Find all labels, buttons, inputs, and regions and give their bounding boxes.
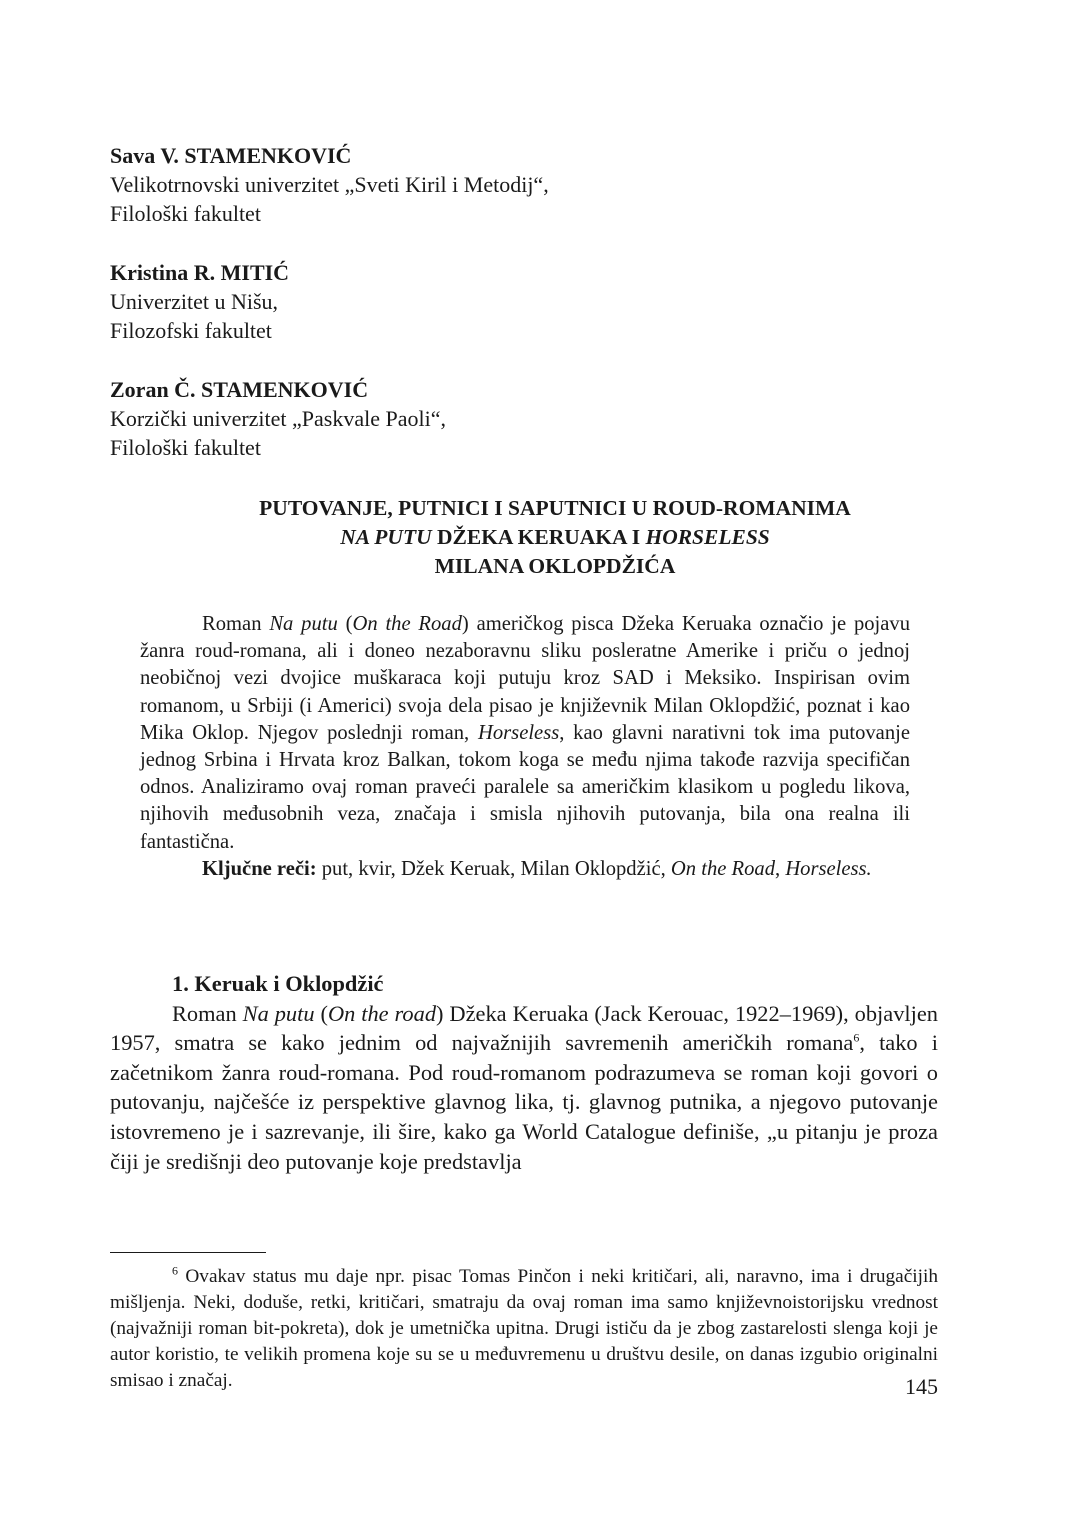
title-line-2 [150, 523, 960, 552]
title-italic-work-1: NA PUTU [340, 525, 432, 549]
abstract [140, 611, 910, 883]
body-paragraph [110, 999, 938, 1177]
footnote-mark: 6 [172, 1263, 178, 1278]
paper-title [150, 494, 960, 581]
abstract-italic: Horseless [478, 721, 560, 744]
author-entry [110, 375, 810, 462]
abstract-text: , kao glavni narativni tok ima putovanje jednog Srbina i Hrvata kroz Balkan, tokom koga se među njima takođe razvija specifičan odnos. Analiziramo ovaj roman praveći paralele sa američkim klasikom u pogledu likova, njihovih međusobnih veza, značaja i smisla njihovih putovanja, bila ona realna ili fantastična. [140, 721, 910, 853]
keywords-text: , [775, 857, 786, 880]
author-affiliation: Korzički univerzitet „Paskvale Paoli“, [110, 406, 446, 431]
author-block [110, 141, 810, 492]
abstract-text: Roman [202, 613, 270, 635]
footnote-reference[interactable]: 6 [853, 1030, 860, 1045]
section-1 [110, 969, 938, 1176]
title-text: DŽEKA KERUAKA I [431, 525, 646, 549]
keywords-text: put, kvir, Džek Keruak, Milan Oklopdžić, [316, 857, 671, 880]
section-heading: 1. Keruak i Oklopdžić [172, 971, 384, 996]
body-text: Roman [172, 1000, 243, 1026]
author-name: Kristina R. MITIĆ [110, 260, 290, 285]
title-line-3: MILANA OKLOPDŽIĆA [434, 554, 676, 578]
keywords [140, 856, 910, 883]
page-number: 145 [905, 1374, 938, 1399]
title-italic-work-2: HORSELESS [645, 525, 770, 549]
title-line-1: PUTOVANJE, PUTNICI I SAPUTNICI U ROUD-ROMANIMA [259, 496, 851, 520]
abstract-text: ( [337, 613, 353, 635]
author-faculty: Filozofski fakultet [110, 318, 272, 343]
body-italic: Na putu [242, 1000, 315, 1026]
body-text: ) Džeka Keruaka (Jack Kerouac, 1922–1969), objavljen 1957, smatra se kako jednim od najvažnijih savremenih američkih romana [110, 1000, 938, 1056]
footnote [110, 1264, 938, 1394]
footnote-text: Ovakav status mu daje npr. pisac Tomas Pinčon i neki kritičari, ali, naravno, ima i drugačijih mišljenja. Neki, doduše, retki, kritičari, smatraju da ovaj roman ima samo književnoistorijsku vrednost (najvažniji roman bit-pokreta), dok je umetnička upitna. Drugi ističu da je zbog zastarelosti slenga koji je autor koristio, te velikih promena koje su se u međuvremenu u društvu desile, on danas izgubio originalni smisao i značaj. [110, 1266, 938, 1391]
abstract-paragraph [140, 611, 910, 856]
footnote-paragraph [110, 1264, 938, 1394]
keywords-label: Ključne reči: [202, 857, 317, 880]
author-entry [110, 258, 810, 345]
body-text: ( [314, 1000, 328, 1026]
abstract-italic: Na putu [269, 613, 338, 635]
author-name: Zoran Č. STAMENKOVIĆ [110, 377, 369, 402]
body-italic: On the road [327, 1000, 437, 1026]
author-affiliation: Velikotrnovski univerzitet „Sveti Kiril i Metodij“, [110, 172, 549, 197]
author-faculty: Filološki fakultet [110, 201, 261, 226]
author-entry [110, 141, 810, 228]
body-text: , tako i začetnikom žanra roud-romana. Pod roud-romanom podrazumeva se roman koji govori o putovanju, najčešće iz perspektive glavnog lika, tj. glavnog putnika, a njegovo putovanje istovremeno je i sazrevanje, ili šire, kako ga World Catalogue definiše, „u pitanju je proza čiji je središnji deo putovanje koje predstavlja [110, 1030, 938, 1174]
keywords-italic: On the Road [670, 857, 776, 880]
author-faculty: Filološki fakultet [110, 435, 261, 460]
footnote-divider [110, 1252, 266, 1253]
abstract-text: ) američkog pisca Džeka Keruaka označio je pojavu žanra roud-romana, ali i doneo nezaboravnu sliku posleratne Amerike i priču o jednoj neobičnoj vezi dvojice muškaraca koji putuju kroz SAD i Meksiko. Inspirisan ovim romanom, u Srbiji (i Americi) svoja dela pisao je književnik Milan Oklopdžić, poznat i kao Mika Oklop. Njegov poslednji roman, [140, 613, 910, 744]
author-affiliation: Univerzitet u Nišu, [110, 289, 279, 314]
abstract-italic: On the Road [352, 613, 462, 635]
author-name: Sava V. STAMENKOVIĆ [110, 143, 352, 168]
keywords-italic: Horseless. [785, 857, 872, 880]
